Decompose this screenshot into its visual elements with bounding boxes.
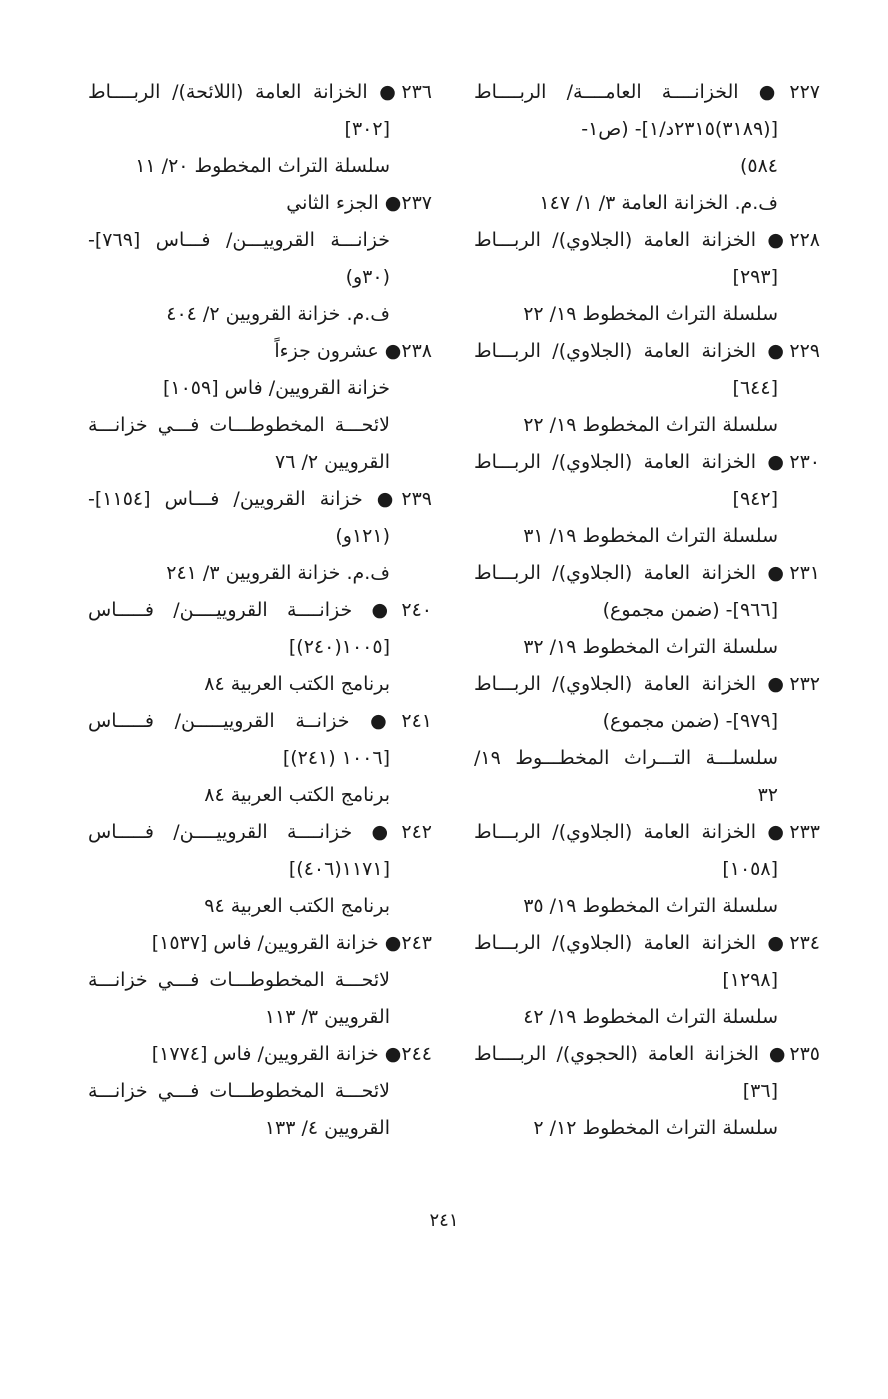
text-line: [٦٤٤]: [732, 377, 778, 399]
text-line: ٣٢: [757, 784, 778, 806]
text-line: لائحـــة المخطوطـــات فـــي خزانـــة: [88, 414, 390, 436]
text-line: ف.م. الخزانة العامة ٣/ ١/ ١٤٧: [539, 192, 778, 214]
text-line: ٢٣٣● الخزانة العامة (الجلاوي)/ الربـــاط: [474, 821, 820, 843]
text-line: ٢٣٩● خزانة القرويين/ فـــاس [١١٥٤]-: [88, 488, 432, 510]
text-line: ٢٣٥● الخزانة العامة (الحجوي)/ الربــــاط: [474, 1043, 820, 1065]
text-line: برنامج الكتب العربية ٨٤: [204, 784, 390, 806]
text-line: (١٢١و): [335, 525, 390, 547]
text-line: القرويين ٣/ ١١٣: [264, 1006, 390, 1028]
right-column: [474, 74, 820, 1147]
text-line: [(٣١٨٩)٢٣١٥د/١]- (ص١-: [581, 118, 778, 140]
text-line: ٢٣٤● الخزانة العامة (الجلاوي)/ الربـــاط: [474, 932, 820, 954]
text-line: ٢٤٢● خزانــــة القروييــــن/ فـــــاس: [88, 821, 432, 843]
text-line: [١٠٥٨]: [722, 858, 778, 880]
text-line: لائحـــة المخطوطـــات فـــي خزانـــة: [88, 1080, 390, 1102]
text-line: ٢٣١● الخزانة العامة (الجلاوي)/ الربـــاط: [474, 562, 820, 584]
text-line: سلسلة التراث المخطوط ١٩/ ٣٢: [523, 636, 778, 658]
text-line: لائحـــة المخطوطـــات فـــي خزانـــة: [88, 969, 390, 991]
text-line: [١١٧١(٤٠٦)]: [288, 858, 390, 880]
text-line: برنامج الكتب العربية ٩٤: [204, 895, 390, 917]
text-line: ٢٣٢● الخزانة العامة (الجلاوي)/ الربـــاط: [474, 673, 820, 695]
text-line: ٢٣٧● الجزء الثاني: [286, 192, 432, 214]
text-line: ف.م. خزانة القرويين ٢/ ٤٠٤: [166, 303, 390, 325]
text-line: سلسلـــة التـــراث المخطـــوط ١٩/: [474, 747, 778, 769]
text-line: ف.م. خزانة القرويين ٣/ ٢٤١: [166, 562, 390, 584]
text-line: ٢٤٣● خزانة القرويين/ فاس [١٥٣٧]: [151, 932, 432, 954]
text-line: سلسلة التراث المخطوط ١٢/ ٢: [533, 1117, 778, 1139]
text-line: سلسلة التراث المخطوط ١٩/ ٢٢: [523, 414, 778, 436]
text-line: ٢٣٦● الخزانة العامة (اللائحة)/ الربــــاط: [88, 81, 432, 103]
text-line: ٢٢٧● الخزانــــة العامــــة/ الربــــاط: [474, 81, 820, 103]
text-line: [٣٠٢]: [344, 118, 390, 140]
text-line: سلسلة التراث المخطوط ٢٠/ ١١: [135, 155, 390, 177]
text-line: سلسلة التراث المخطوط ١٩/ ٤٢: [523, 1006, 778, 1028]
text-line: [١٢٩٨]: [722, 969, 778, 991]
text-line: [٩٦٦]- (ضمن مجموع): [602, 599, 778, 621]
text-line: ٢٤٤● خزانة القرويين/ فاس [١٧٧٤]: [151, 1043, 432, 1065]
text-line: خزانـــة القروييـــن/ فـــاس [٧٦٩]-: [88, 229, 390, 251]
text-line: [١٠٠٥(٢٤٠)]: [288, 636, 390, 658]
text-line: برنامج الكتب العربية ٨٤: [204, 673, 390, 695]
text-line: [٣٦]: [742, 1080, 778, 1102]
text-line: ٥٨٤): [739, 155, 778, 177]
text-line: القرويين ٤/ ١٣٣: [264, 1117, 390, 1139]
text-line: ٢٤١● خزانــة القروييـــــن/ فـــــاس: [88, 710, 432, 732]
text-line: سلسلة التراث المخطوط ١٩/ ٣١: [523, 525, 778, 547]
text-line: [٩٤٢]: [732, 488, 778, 510]
text-line: ٢٢٩● الخزانة العامة (الجلاوي)/ الربـــاط: [474, 340, 820, 362]
text-line: سلسلة التراث المخطوط ١٩/ ٣٥: [523, 895, 778, 917]
text-line: (٣٠و): [345, 266, 390, 288]
text-line: [٢٩٣]: [732, 266, 778, 288]
page-number: ٢٤١: [429, 1210, 459, 1231]
text-line: [١٠٠٦ (٢٤١)]: [282, 747, 390, 769]
text-line: سلسلة التراث المخطوط ١٩/ ٢٢: [523, 303, 778, 325]
text-line: ٢٢٨● الخزانة العامة (الجلاوي)/ الربـــاط: [474, 229, 820, 251]
text-line: خزانة القرويين/ فاس [١٠٥٩]: [162, 377, 390, 399]
left-column: [88, 74, 432, 1147]
text-line: ٢٣٨● عشرون جزءاً: [274, 340, 432, 362]
text-line: القرويين ٢/ ٧٦: [275, 451, 390, 473]
text-line: ٢٤٠● خزانــــة القروييــــن/ فـــــاس: [88, 599, 432, 621]
text-line: ٢٣٠● الخزانة العامة (الجلاوي)/ الربـــاط: [474, 451, 820, 473]
text-line: [٩٧٩]- (ضمن مجموع): [602, 710, 778, 732]
